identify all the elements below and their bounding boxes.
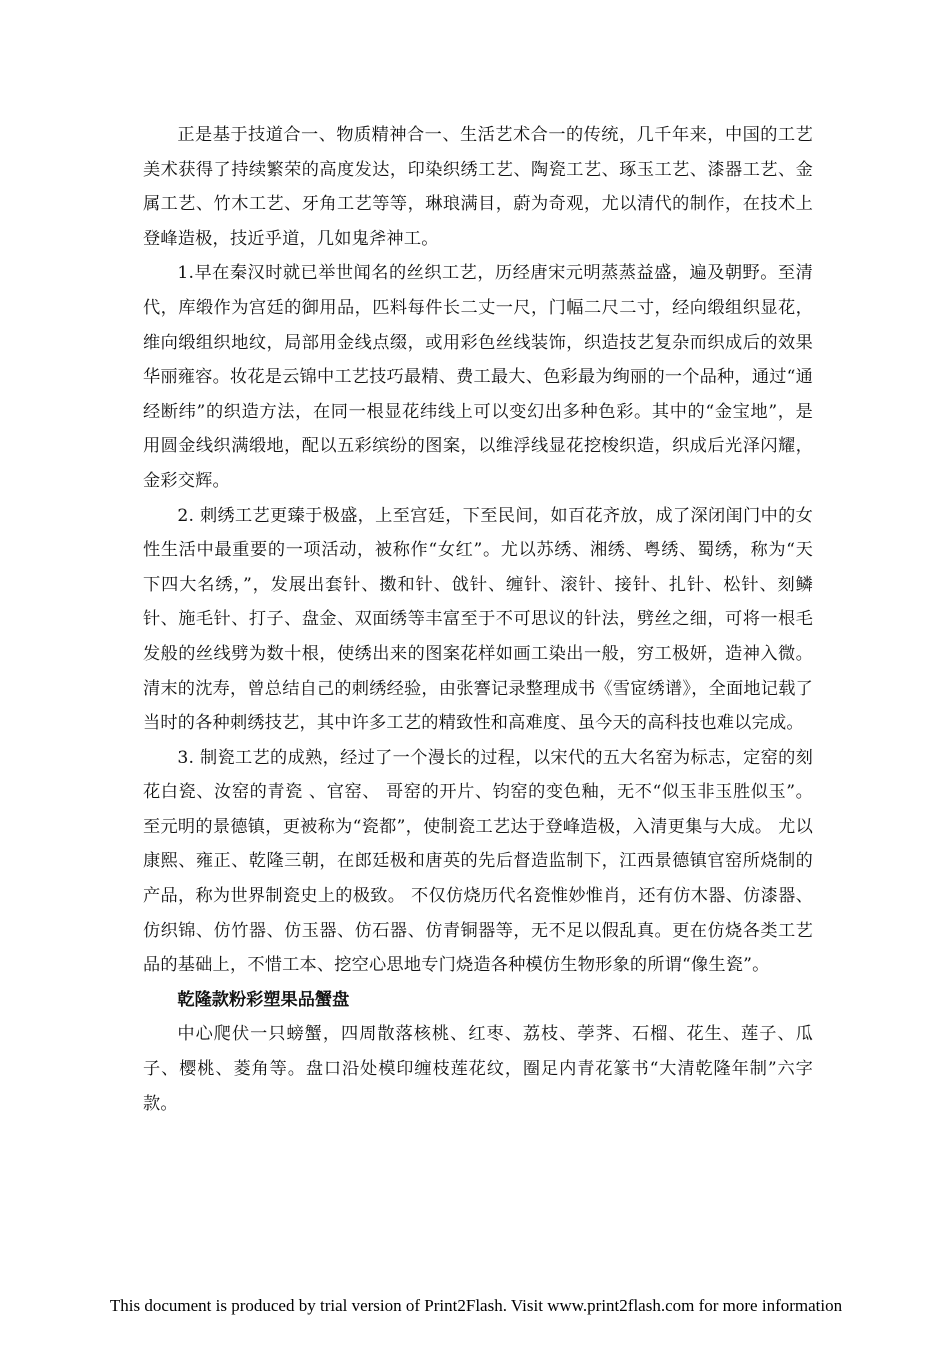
trial-notice-footer: This document is produced by trial version of Print2Flash. Visit www.print2flash.com for more information	[109, 1296, 843, 1315]
section-heading: 乾隆款粉彩塑果品蟹盘	[177, 989, 350, 1010]
intro-paragraph: 正是基于技道合一、物质精神合一、生活艺术合一的传统，几千年来，中国的工艺美术获得了持续繁荣的高度发达，印染织绣工艺、陶瓷工艺、琢玉工艺、漆器工艺、金属工艺、竹木工艺、牙角工艺等等，琳琅满目，蔚为奇观，尤以清代的制作，在技术上登峰造极，技近乎道，几如鬼斧神工。	[143, 125, 813, 249]
silk-weaving-paragraph: 1.早在秦汉时就已举世闻名的丝织工艺，历经唐宋元明蒸蒸益盛，遍及朝野。至清代，库缎作为宫廷的御用品，匹料每件长二丈一尺，门幅二尺二寸，经向缎组织显花，维向缎组织地纹，局部用金线点缀，或用彩色丝线装饰，织造技艺复杂而织成后的效果华丽雍容。妆花是云锦中工艺技巧最精、费工最大、色彩最为绚丽的一个品种，通过“通经断纬”的织造方法，在同一根显花纬线上可以变幻出多种色彩。其中的“金宝地”，是用圆金线织满缎地，配以五彩缤纷的图案，以维浮线显花挖梭织造，织成后光泽闪耀，金彩交辉。	[143, 263, 813, 491]
document-body	[143, 118, 813, 1121]
caption-paragraph: 中心爬伏一只螃蟹，四周散落核桃、红枣、荔枝、荸荠、石榴、花生、莲子、瓜子、樱桃、菱角等。盘口沿处模印缠枝莲花纹，圈足内青花篆书“大清乾隆年制”六字款。	[143, 1024, 813, 1114]
porcelain-paragraph: 3. 制瓷工艺的成熟，经过了一个漫长的过程，以宋代的五大名窑为标志，定窑的刻花白瓷、汝窑的青瓷 、官窑、 哥窑的开片、钧窑的变色釉，无不“似玉非玉胜似玉”。至元明的景德镇，更被称为“瓷都”，使制瓷工艺达于登峰造极，入清更集与大成。 尤以康熙、雍正、乾隆三朝，在郎廷极和唐英的先后督造监制下，江西景德镇官窑所烧制的产品，称为世界制瓷史上的极致。 不仅仿烧历代名瓷惟妙惟肖，还有仿木器、仿漆器、仿织锦、仿竹器、仿玉器、仿石器、仿青铜器等，无不足以假乱真。更在仿烧各类工艺品的基础上，不惜工本、挖空心思地专门烧造各种模仿生物形象的所谓“像生瓷”。	[143, 747, 813, 976]
embroidery-paragraph: 2. 刺绣工艺更臻于极盛，上至宫廷，下至民间，如百花齐放，成了深闭闺门中的女性生活中最重要的一项活动，被称作“女红”。尤以苏绣、湘绣、粤绣、蜀绣，称为“天下四大名绣，”，发展出套针、擞和针、戗针、缠针、滚针、接针、扎针、松针、刻鳞针、施毛针、打子、盘金、双面绣等丰富至于不可思议的针法，劈丝之细，可将一根毛发般的丝线劈为数十根，使绣出来的图案花样如画工染出一般，穷工极妍，造神入微。清末的沈寿，曾总结自己的刺绣经验，由张謇记录整理成书《雪宧绣谱》，全面地记载了当时的各种刺绣技艺，其中许多工艺的精致性和高难度、虽今天的高科技也难以完成。	[143, 505, 813, 734]
